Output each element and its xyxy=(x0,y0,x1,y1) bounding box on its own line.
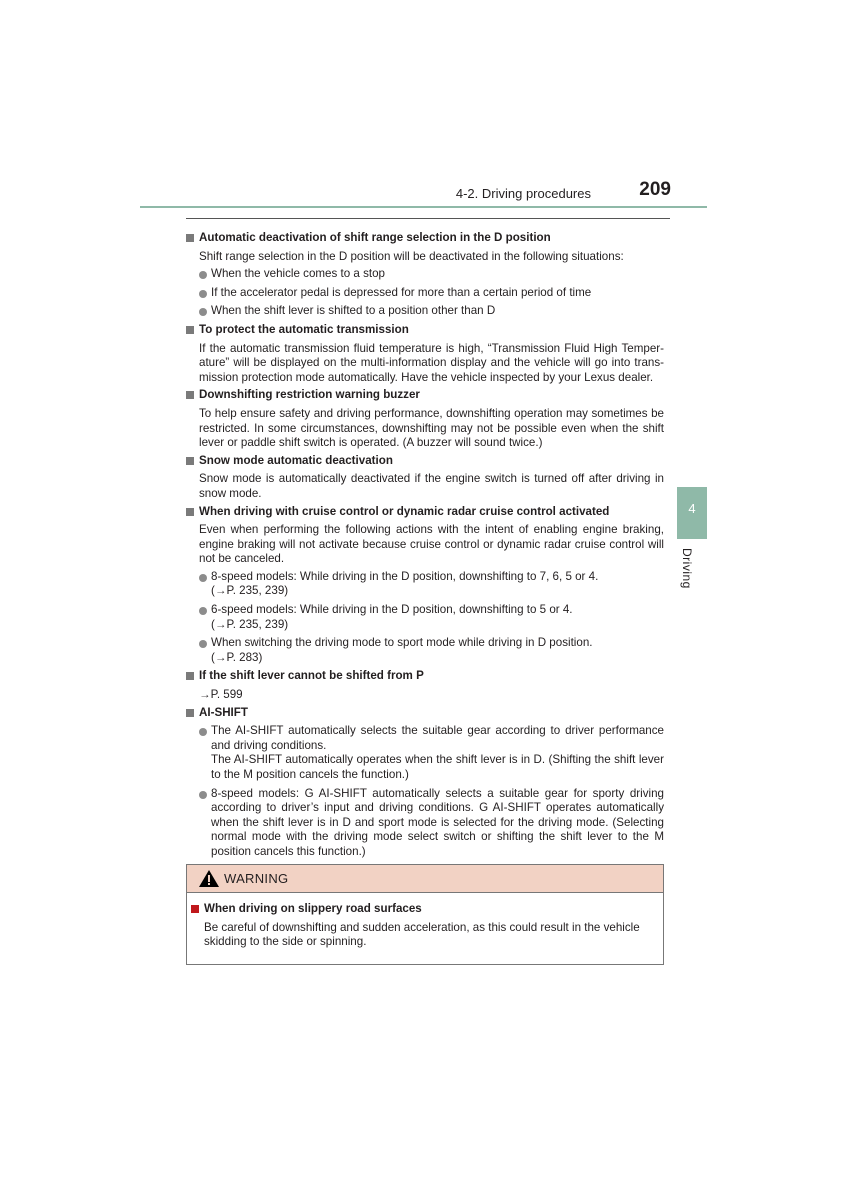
section-text: Snow mode is automatically deactivated if the engine switch is turned off after driving in snow mode. xyxy=(199,472,664,500)
section-heading: To protect the automatic transmission xyxy=(186,323,664,338)
list-item: When the vehicle comes to a stop xyxy=(186,267,664,282)
warning-box xyxy=(186,864,664,965)
square-bullet-icon xyxy=(186,391,194,399)
list-item: 8-speed models: G AI-SHIFT automatically selects a suitable gear for sporty driving according to driver’s input and driving conditions. G AI-SHIFT operates automatically when the shift lever is in D and sport mode is selected for the driving mode. (Selecting normal mode with the driving mode select switch or shifting the shift lever to the M position cancels this function.) xyxy=(186,787,664,860)
section-cruise-control xyxy=(186,505,664,666)
section-heading: If the shift lever cannot be shifted from P xyxy=(186,669,664,684)
list-item: If the accelerator pedal is depressed for more than a certain period of time xyxy=(186,286,664,301)
content-divider xyxy=(186,218,670,219)
warning-text: Be careful of downshifting and sudden acceleration, as this could result in the vehicle skidding to the side or spinning. xyxy=(204,920,640,949)
section-shift-range xyxy=(186,231,664,319)
warning-title: WARNING xyxy=(224,871,289,886)
red-square-icon xyxy=(191,905,199,913)
square-bullet-icon xyxy=(186,709,194,717)
section-snow-mode xyxy=(186,454,664,502)
square-bullet-icon xyxy=(186,326,194,334)
circle-bullet-icon xyxy=(199,271,207,279)
chapter-tab[interactable] xyxy=(677,487,707,539)
circle-bullet-icon xyxy=(199,574,207,582)
square-bullet-icon xyxy=(186,457,194,465)
list-item: When the shift lever is shifted to a position other than D xyxy=(186,304,664,319)
page-reference-link[interactable]: (→P. 235, 239) xyxy=(211,617,289,631)
section-heading: Downshifting restriction warning buzzer xyxy=(186,388,664,403)
circle-bullet-icon xyxy=(199,728,207,736)
section-text: To help ensure safety and driving performance, downshifting operation may sometimes be restricted. In some circumstances, downshifting may not be possible even when the shift lever or paddle shift switch is operated. (A buzzer will sound twice.) xyxy=(199,406,664,450)
section-text: Even when performing the following actions with the intent of enabling engine braking, engine braking will not activate because cruise control or dynamic radar cruise control will not be canceled. xyxy=(199,523,664,566)
section-downshift-buzzer xyxy=(186,388,664,450)
section-heading: Automatic deactivation of shift range selection in the D position xyxy=(186,231,664,246)
section-text: If the automatic transmission fluid temperature is high, “Transmission Fluid High Temper-ature” will be displayed on the multi-information display and the vehicle will go into trans-mission protection mode automatically. Have the vehicle inspected by your Lexus dealer. xyxy=(199,341,664,384)
page-reference-link[interactable]: (→P. 235, 239) xyxy=(211,584,289,598)
warning-body xyxy=(187,893,663,950)
main-content xyxy=(186,228,664,864)
section-text: Shift range selection in the D position will be deactivated in the following situations: xyxy=(199,249,624,263)
square-bullet-icon xyxy=(186,234,194,242)
section-title: 4-2. Driving procedures xyxy=(455,186,591,201)
warning-subtitle: When driving on slippery road surfaces xyxy=(191,902,649,917)
page-header xyxy=(140,176,707,208)
section-heading: When driving with cruise control or dynamic radar cruise control activated xyxy=(186,505,664,520)
section-protect-transmission xyxy=(186,323,664,385)
circle-bullet-icon xyxy=(199,290,207,298)
page-reference-link[interactable]: (→P. 283) xyxy=(211,650,263,664)
list-item: When switching the driving mode to sport mode while driving in D position. (→P. 283) xyxy=(186,636,664,665)
circle-bullet-icon xyxy=(199,308,207,316)
section-heading: AI-SHIFT xyxy=(186,706,664,721)
section-ai-shift xyxy=(186,706,664,860)
square-bullet-icon xyxy=(186,672,194,680)
list-item: The AI-SHIFT automatically selects the suitable gear according to driver performance and driving conditions. The AI-SHIFT automatically operates when the shift lever is in D. (Shifting the shift lever to the M position cancels the function.) xyxy=(186,724,664,782)
square-bullet-icon xyxy=(186,508,194,516)
chapter-number: 4 xyxy=(688,501,696,516)
circle-bullet-icon xyxy=(199,640,207,648)
list-item: 6-speed models: While driving in the D position, downshifting to 5 or 4. (→P. 235, 239) xyxy=(186,603,664,632)
page-number: 209 xyxy=(639,179,671,200)
page-reference-link[interactable]: →P. 599 xyxy=(199,688,243,702)
warning-triangle-icon xyxy=(199,870,219,887)
circle-bullet-icon xyxy=(199,607,207,615)
chapter-label: Driving xyxy=(680,548,694,589)
circle-bullet-icon xyxy=(199,791,207,799)
warning-header xyxy=(187,865,663,893)
section-heading: Snow mode automatic deactivation xyxy=(186,454,664,469)
header-divider xyxy=(140,206,707,208)
section-shift-lever-stuck xyxy=(186,669,664,702)
list-item: 8-speed models: While driving in the D position, downshifting to 7, 6, 5 or 4. (→P. 235, 239) xyxy=(186,570,664,599)
